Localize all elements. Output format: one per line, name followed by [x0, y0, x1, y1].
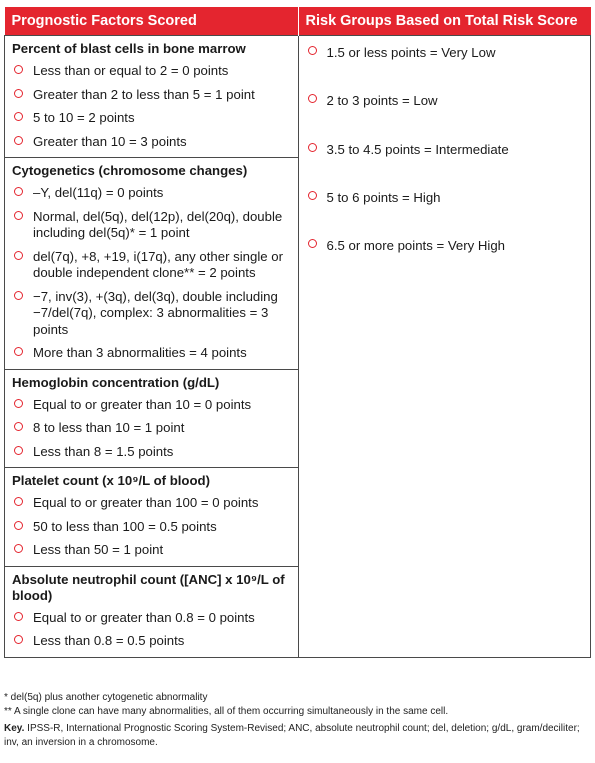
key-note	[4, 722, 590, 749]
circle-bullet-icon	[14, 497, 23, 506]
circle-bullet-icon	[308, 191, 317, 200]
list-item: Less than 0.8 = 0.5 points	[5, 630, 298, 654]
circle-bullet-icon	[14, 544, 23, 553]
factor-items	[5, 60, 298, 157]
factor-title: Absolute neutrophil count ([ANC] x 10⁹/L of blood)	[12, 571, 285, 603]
circle-bullet-icon	[14, 112, 23, 121]
list-item: Equal to or greater than 0.8 = 0 points	[5, 607, 298, 631]
circle-bullet-icon	[14, 612, 23, 621]
list-item: –Y, del(11q) = 0 points	[5, 182, 298, 206]
risk-groups-cell	[298, 36, 591, 658]
prognostic-table	[4, 7, 591, 658]
circle-bullet-icon	[14, 65, 23, 74]
list-item: Less than 8 = 1.5 points	[5, 441, 298, 465]
circle-bullet-icon	[14, 521, 23, 530]
factor-blast-cells	[5, 36, 299, 158]
risk-group-item: 3.5 to 4.5 points = Intermediate	[299, 142, 591, 190]
risk-group-list	[299, 36, 591, 286]
key-label: Key.	[4, 723, 25, 734]
factor-items	[5, 394, 298, 468]
list-item: −7, inv(3), +(3q), del(3q), double including −7/del(7q), complex: 3 abnormalities = 3 points	[5, 286, 298, 343]
header-prognostic-factors: Prognostic Factors Scored	[5, 7, 299, 36]
factor-items	[5, 182, 298, 369]
list-item: del(7q), +8, +19, i(17q), any other single or double independent clone** = 2 points	[5, 246, 298, 286]
factor-items	[5, 492, 298, 566]
header-risk-groups: Risk Groups Based on Total Risk Score	[298, 7, 591, 36]
factor-neutrophil-count	[5, 566, 299, 657]
footnotes	[4, 691, 590, 749]
circle-bullet-icon	[14, 211, 23, 220]
circle-bullet-icon	[14, 446, 23, 455]
list-item: Less than 50 = 1 point	[5, 539, 298, 563]
list-item: 5 to 10 = 2 points	[5, 107, 298, 131]
footnote-double-asterisk: ** A single clone can have many abnormalities, all of them occurring simultaneously in the same cell.	[4, 705, 449, 717]
list-item: Equal to or greater than 10 = 0 points	[5, 394, 298, 418]
circle-bullet-icon	[14, 187, 23, 196]
circle-bullet-icon	[14, 291, 23, 300]
risk-group-item: 1.5 or less points = Very Low	[299, 45, 591, 93]
risk-group-item: 6.5 or more points = Very High	[299, 238, 591, 286]
circle-bullet-icon	[308, 239, 317, 248]
circle-bullet-icon	[308, 94, 317, 103]
circle-bullet-icon	[14, 399, 23, 408]
list-item: 8 to less than 10 = 1 point	[5, 417, 298, 441]
factor-items	[5, 607, 298, 657]
list-item: More than 3 abnormalities = 4 points	[5, 342, 298, 366]
list-item: Normal, del(5q), del(12p), del(20q), double including del(5q)* = 1 point	[5, 206, 298, 246]
circle-bullet-icon	[308, 46, 317, 55]
factor-cytogenetics	[5, 158, 299, 370]
factor-hemoglobin	[5, 369, 299, 468]
list-item: Less than or equal to 2 = 0 points	[5, 60, 298, 84]
list-item: Greater than 2 to less than 5 = 1 point	[5, 84, 298, 108]
circle-bullet-icon	[14, 635, 23, 644]
risk-group-item: 5 to 6 points = High	[299, 190, 591, 238]
list-item: 50 to less than 100 = 0.5 points	[5, 516, 298, 540]
circle-bullet-icon	[14, 89, 23, 98]
list-item: Equal to or greater than 100 = 0 points	[5, 492, 298, 516]
key-text: IPSS-R, International Prognostic Scoring System-Revised; ANC, absolute neutrophil count; del, deletion; g/dL, gram/deciliter; inv, an inversion in a chromosome.	[4, 723, 580, 748]
circle-bullet-icon	[14, 136, 23, 145]
factor-title: Percent of blast cells in bone marrow	[12, 41, 246, 56]
table-header-row	[5, 7, 591, 36]
list-item: Greater than 10 = 3 points	[5, 131, 298, 155]
factor-title: Platelet count (x 10⁹/L of blood)	[12, 473, 210, 488]
circle-bullet-icon	[14, 422, 23, 431]
circle-bullet-icon	[14, 347, 23, 356]
factor-platelet-count	[5, 468, 299, 567]
factor-title: Cytogenetics (chromosome changes)	[12, 163, 248, 178]
footnote-single-asterisk: * del(5q) plus another cytogenetic abnormality	[4, 692, 208, 703]
risk-group-item: 2 to 3 points = Low	[299, 93, 591, 141]
circle-bullet-icon	[308, 143, 317, 152]
circle-bullet-icon	[14, 251, 23, 260]
factor-title: Hemoglobin concentration (g/dL)	[12, 374, 220, 390]
